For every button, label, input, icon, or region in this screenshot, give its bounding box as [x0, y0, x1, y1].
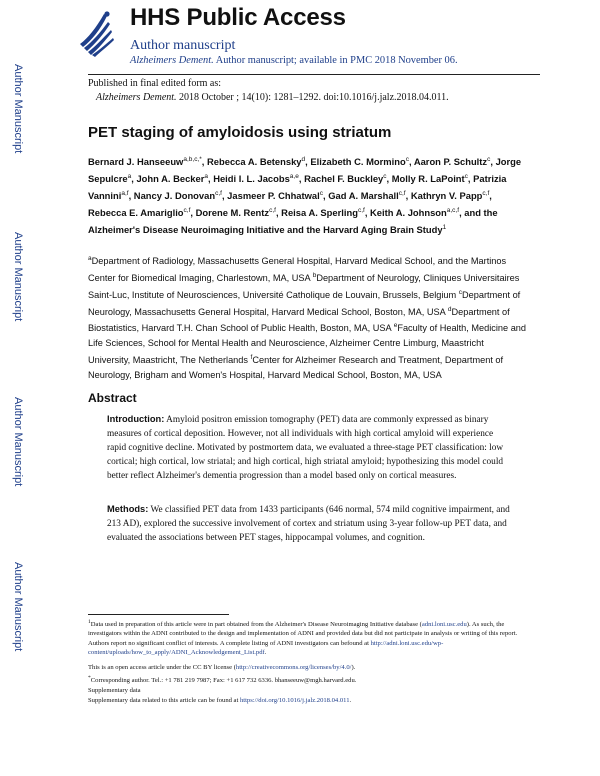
author-name: John A. Becker: [136, 173, 205, 185]
affiliations: [88, 252, 528, 383]
author-name: Keith A. Johnson: [370, 206, 447, 218]
supplementary-text: Supplementary data related to this article can be found at: [88, 697, 240, 704]
author-affiliation-marker: d: [301, 156, 306, 163]
supplementary-text: .: [349, 697, 352, 704]
adni-acknowledgement-link[interactable]: http://adni.loni.usc.edu/wp-content/uploads/how_to_apply/ADNI_Acknowledgement_List.pdf: [88, 639, 444, 656]
author-name: Rebecca E. Amariglio: [88, 206, 184, 218]
author-affiliation-marker: 1: [442, 223, 447, 231]
author-name: Aaron P. Schultz: [413, 156, 488, 168]
affiliation-marker: c: [458, 288, 463, 296]
affiliation-marker: d: [447, 305, 452, 313]
author-affiliation-marker: a: [204, 172, 208, 180]
author-name: Patrizia Vannini: [88, 173, 507, 201]
affiliation-text: Department of Neurology, Massachusetts General Hospital, Harvard Medical School, Boston, MA, USA: [88, 289, 521, 317]
license-note: [88, 663, 518, 672]
author-name: Gad A. Marshall: [328, 189, 399, 201]
author-affiliation-marker: c: [464, 172, 468, 180]
author-affiliation-marker: c: [319, 189, 324, 197]
author-consortium: and the Alzheimer's Disease Neuroimaging Initiative and the Harvard Aging Brain Study: [88, 206, 498, 235]
author-affiliation-marker: a,e: [289, 172, 299, 180]
author-affiliation-marker: c,f: [482, 189, 490, 197]
footnote-1-marker: 1: [88, 619, 91, 625]
side-label-author-manuscript: Author Manuscript: [12, 562, 24, 652]
footnote-1: [88, 618, 518, 657]
author-affiliation-marker: a,b,c,*: [183, 156, 202, 163]
footnote-divider: [88, 614, 229, 615]
corresponding-text: Corresponding author. Tel.: +1 781 219 7987; Fax: +1 617 732 6336. bhanseeuw@mgh.harvard.edu.: [90, 677, 357, 685]
author-affiliation-marker: c: [487, 156, 491, 163]
author-name: Heidi I. L. Jacobs: [213, 173, 290, 185]
affiliation-text: Department of Neurology, Cliniques Universitaires Saint-Luc, Institute of Neurosciences, Université Catholique de Louvain, Brussels, Belgium: [88, 272, 520, 300]
hhs-public-access-title: HHS Public Access: [130, 4, 346, 31]
affiliation-marker: e: [393, 322, 398, 330]
citation-journal: Alzheimers Dement.: [130, 55, 214, 66]
hhs-eagle-logo: [74, 6, 116, 58]
author-name: Rebecca A. Betensky: [207, 156, 302, 168]
author-name: Jasmeer P. Chhatwal: [227, 189, 320, 201]
corresponding-marker: *: [88, 675, 91, 681]
author-name: Molly R. LaPoint: [391, 173, 465, 185]
citation-availability: Author manuscript; available in PMC 2018 November 06.: [215, 55, 458, 66]
supplementary-data-heading: Supplementary data: [88, 687, 141, 694]
side-label-author-manuscript: Author Manuscript: [12, 64, 24, 154]
side-label-author-manuscript: Author Manuscript: [12, 397, 24, 487]
corresponding-author-note: [88, 674, 518, 685]
author-affiliation-marker: c,f: [269, 206, 276, 214]
abstract-methods: [107, 502, 514, 545]
author-affiliation-marker: c,f: [357, 206, 365, 214]
author-list: Bernard J. Hanseeuw$^{a,b,c,*}$, Rebecca A. Betensky$^d$, Elizabeth C. Mormino$^c$, Aaron P. Schultz$^c$, Jorge Sepulcre$^a$, John A. Becker$^a$, Heidi I. L. Jacobs$^{a,e}$, Rachel F. Buckley$^c$, Molly R. LaPoint$^c$, Patrizia Vannini$^{a,f}$, Nancy J. Donovan$^{c,f}$, Jasmeer P. Chhatwal$^c$, Gad A. Marshall$^{c,f}$, Kathryn V. Papp$^{c,f}$, Rebecca E. Amariglio$^{c,f}$, Dorene M. Rentz$^{c,f}$, Reisa A. Sperling$^{c,f}$, Keith A. Johnson$^{a,c,f}$, and the Alzheimer's Disease Neuroimaging Initiative and the Harvard Aging Brain Study$^1$: [88, 156, 522, 235]
author-affiliation-marker: c: [383, 172, 387, 180]
methods-label: Methods:: [107, 504, 149, 514]
author-name: Bernard J. Hanseeuw: [88, 156, 184, 168]
author-name: Dorene M. Rentz: [195, 206, 270, 218]
affiliation-marker: f: [250, 354, 253, 362]
author-name: Rachel F. Buckley: [304, 173, 384, 185]
affiliation-text: Department of Biostatistics, Harvard T.H. Chan School of Public Health, Boston, MA, USA: [88, 306, 510, 334]
author-affiliation-marker: c,f: [215, 189, 222, 197]
author-name: Jorge Sepulcre: [88, 156, 522, 185]
adni-website-link[interactable]: adni.loni.usc.edu: [421, 621, 467, 629]
footnote-1-text: Data used in preparation of this article were in part obtained from the Alzheimer's Disease Neuroimaging Initiative database (: [90, 621, 422, 629]
author-affiliation-marker: a,f: [121, 189, 129, 197]
introduction-text: Amyloid positron emission tomography (PET) data are commonly expressed as binary measures of cortical deposition. However, not all individuals with high cortical amyloid will experience rapid cognitive decline. Motivated by postmortem data, we evaluated a three-stage PET classification: low cortical; high cortical, low striatal; and high cortical, high striatal amyloid; hypothesizing this model could better reflect Alzheimer's dementia progression than a model based only on cortical measures.: [107, 415, 504, 481]
published-in-label: Published in final edited form as:: [88, 78, 222, 89]
abstract-introduction: [107, 412, 514, 483]
affiliation-marker: b: [312, 271, 317, 279]
license-text: ).: [351, 664, 356, 671]
introduction-label: Introduction:: [107, 414, 165, 424]
supplementary-data-note: [88, 696, 518, 705]
author-affiliation-marker: c,f: [183, 206, 191, 214]
publication-journal: Alzheimers Dement.: [96, 92, 177, 103]
author-name: Nancy J. Donovan: [133, 189, 216, 201]
affiliation-text: Faculty of Health, Medicine and Life Sciences, School for Mental Health and Neuroscience, Alzheimer Centre Limburg, Maastricht University, Maastricht, The Netherlands: [88, 323, 527, 366]
author-affiliation-marker: a,c,f: [446, 206, 460, 214]
author-affiliation-marker: c: [405, 156, 409, 163]
supplementary-doi-link[interactable]: https://doi.org/10.1016/j.jalz.2018.04.011: [239, 697, 350, 704]
author-name: Elizabeth C. Mormino: [310, 156, 406, 168]
author-affiliation-marker: a: [127, 172, 132, 180]
author-manuscript-subtitle: Author manuscript: [130, 38, 236, 53]
affiliation-marker: a: [88, 255, 92, 262]
author-name: Kathryn V. Papp: [410, 189, 483, 201]
author-name: Reisa A. Sperling: [281, 206, 358, 218]
side-label-author-manuscript: Author Manuscript: [12, 232, 24, 322]
manuscript-citation: [130, 55, 458, 66]
author-affiliation-marker: c,f: [398, 189, 406, 197]
affiliation-text: Center for Alzheimer Research and Treatment, Department of Neurology, Brigham and Women's Hospital, Harvard Medical School, Boston, MA, USA: [88, 355, 504, 380]
publication-details: 2018 October ; 14(10): 1281–1292. doi:10.1016/j.jalz.2018.04.011.: [179, 92, 449, 103]
license-text: This is an open access article under the CC BY license (: [88, 664, 236, 671]
article-title: PET staging of amyloidosis using striatum: [88, 124, 392, 141]
methods-text: We classified PET data from 1433 participants (646 normal, 574 mild cognitive impairment, and 213 AD), explored the successive involvement of cortex and striatum using 3-year follow-up PET data, and evaluated the associations between PET stages, hippocampal volumes, and cognition.: [107, 505, 510, 543]
publication-info: [88, 77, 449, 105]
affiliation-text: Department of Radiology, Massachusetts General Hospital, Harvard Medical School, and the Martinos Center for Biomedical Imaging, Charlestown, MA, USA: [88, 256, 507, 283]
abstract-heading: Abstract: [88, 391, 137, 405]
publication-reference: [88, 91, 449, 105]
footnote-1-text: ). As such, the investigators within the ADNI contributed to the design and implementation of ADNI and provided data but did not participate in analysis or writing of this report. Authors report no significant conflict of interests. A complete listing of ADNI investigators can befound at: [88, 621, 518, 647]
header-divider: [88, 74, 540, 75]
cc-license-link[interactable]: http://creativecommons.org/licenses/by/4.0/: [235, 664, 352, 671]
footnote-1-text: .: [264, 648, 267, 656]
